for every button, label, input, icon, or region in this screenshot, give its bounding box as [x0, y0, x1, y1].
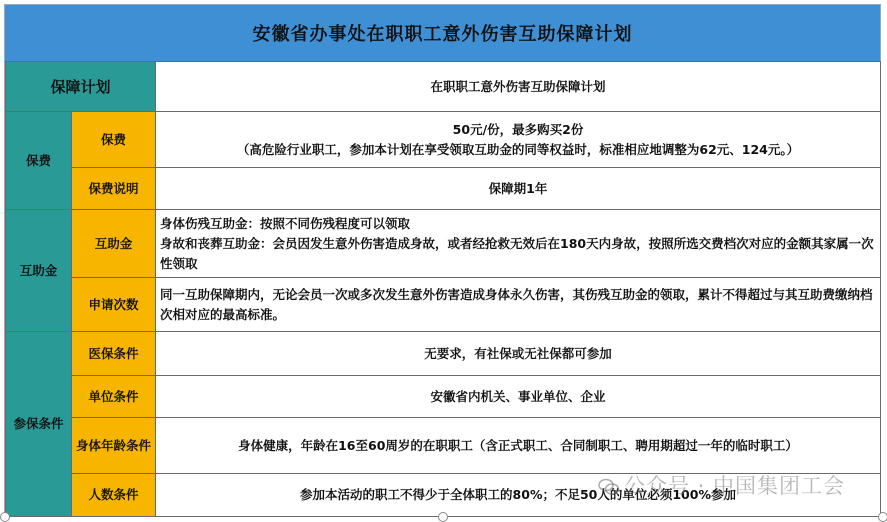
resize-handle[interactable]	[0, 512, 10, 522]
medical-value: 无要求，有社保或无社保都可参加	[156, 332, 881, 376]
table-row	[6, 332, 881, 376]
age-value: 身体健康，年龄在16至60周岁的在职职工（含正式职工、合同制职工、聘用期超过一年的临时职工）	[156, 418, 881, 474]
apply-label: 申请次数	[72, 278, 156, 332]
page-title: 安徽省办事处在职职工意外伤害互助保障计划	[5, 5, 880, 61]
plan-label: 保障计划	[6, 62, 156, 112]
table-row	[6, 210, 881, 278]
fee-label: 保费	[72, 112, 156, 168]
fee-group-label: 保费	[6, 112, 72, 210]
unit-label: 单位条件	[72, 376, 156, 418]
benefit-group-label: 互助金	[6, 210, 72, 332]
wechat-icon	[598, 478, 620, 496]
age-label: 身体年龄条件	[72, 418, 156, 474]
table-row	[6, 112, 881, 168]
resize-handle[interactable]	[878, 512, 887, 522]
benefit-label: 互助金	[72, 210, 156, 278]
watermark	[598, 470, 845, 500]
table-row	[6, 278, 881, 332]
fee-line2: （高危险行业职工，参加本计划在享受领取互助金的同等权益时，标准相应地调整为62元、124元。）	[236, 141, 800, 157]
fee-note-value: 保障期1年	[156, 168, 881, 210]
count-value: 参加本活动的职工不得少于全体职工的80%；不足50人的单位必须100%参加	[156, 474, 881, 517]
table-row	[6, 168, 881, 210]
apply-value: 同一互助保障期内，无论会员一次或多次发生意外伤害造成身体永久伤害，其伤残互助金的领取，累计不得超过与其互助费缴纳档次相对应的最高标准。	[156, 278, 881, 332]
fee-line1: 50元/份，最多购买2份	[452, 121, 584, 137]
cond-group-label: 参保条件	[6, 332, 72, 517]
benefit-line1: 身体伤残互助金：按照不同伤残程度可以领取	[160, 215, 411, 231]
table-row	[6, 62, 881, 112]
fee-value	[156, 112, 881, 168]
count-label: 人数条件	[72, 474, 156, 517]
fee-note-label: 保费说明	[72, 168, 156, 210]
resize-handle[interactable]	[438, 512, 448, 522]
medical-label: 医保条件	[72, 332, 156, 376]
watermark-text: 公众号 · 中国集团工会	[624, 474, 846, 498]
table-row	[6, 418, 881, 474]
table-row	[6, 376, 881, 418]
plan-value: 在职职工意外伤害互助保障计划	[156, 62, 881, 112]
plan-table	[5, 61, 881, 517]
unit-value: 安徽省内机关、事业单位、企业	[156, 376, 881, 418]
benefit-value	[156, 210, 881, 278]
benefit-line2: 身故和丧葬互助金：会员因发生意外伤害造成身故，或者经抢救无效后在180天内身故，按照所选交费档次对应的金额其家属一次性领取	[160, 235, 874, 271]
